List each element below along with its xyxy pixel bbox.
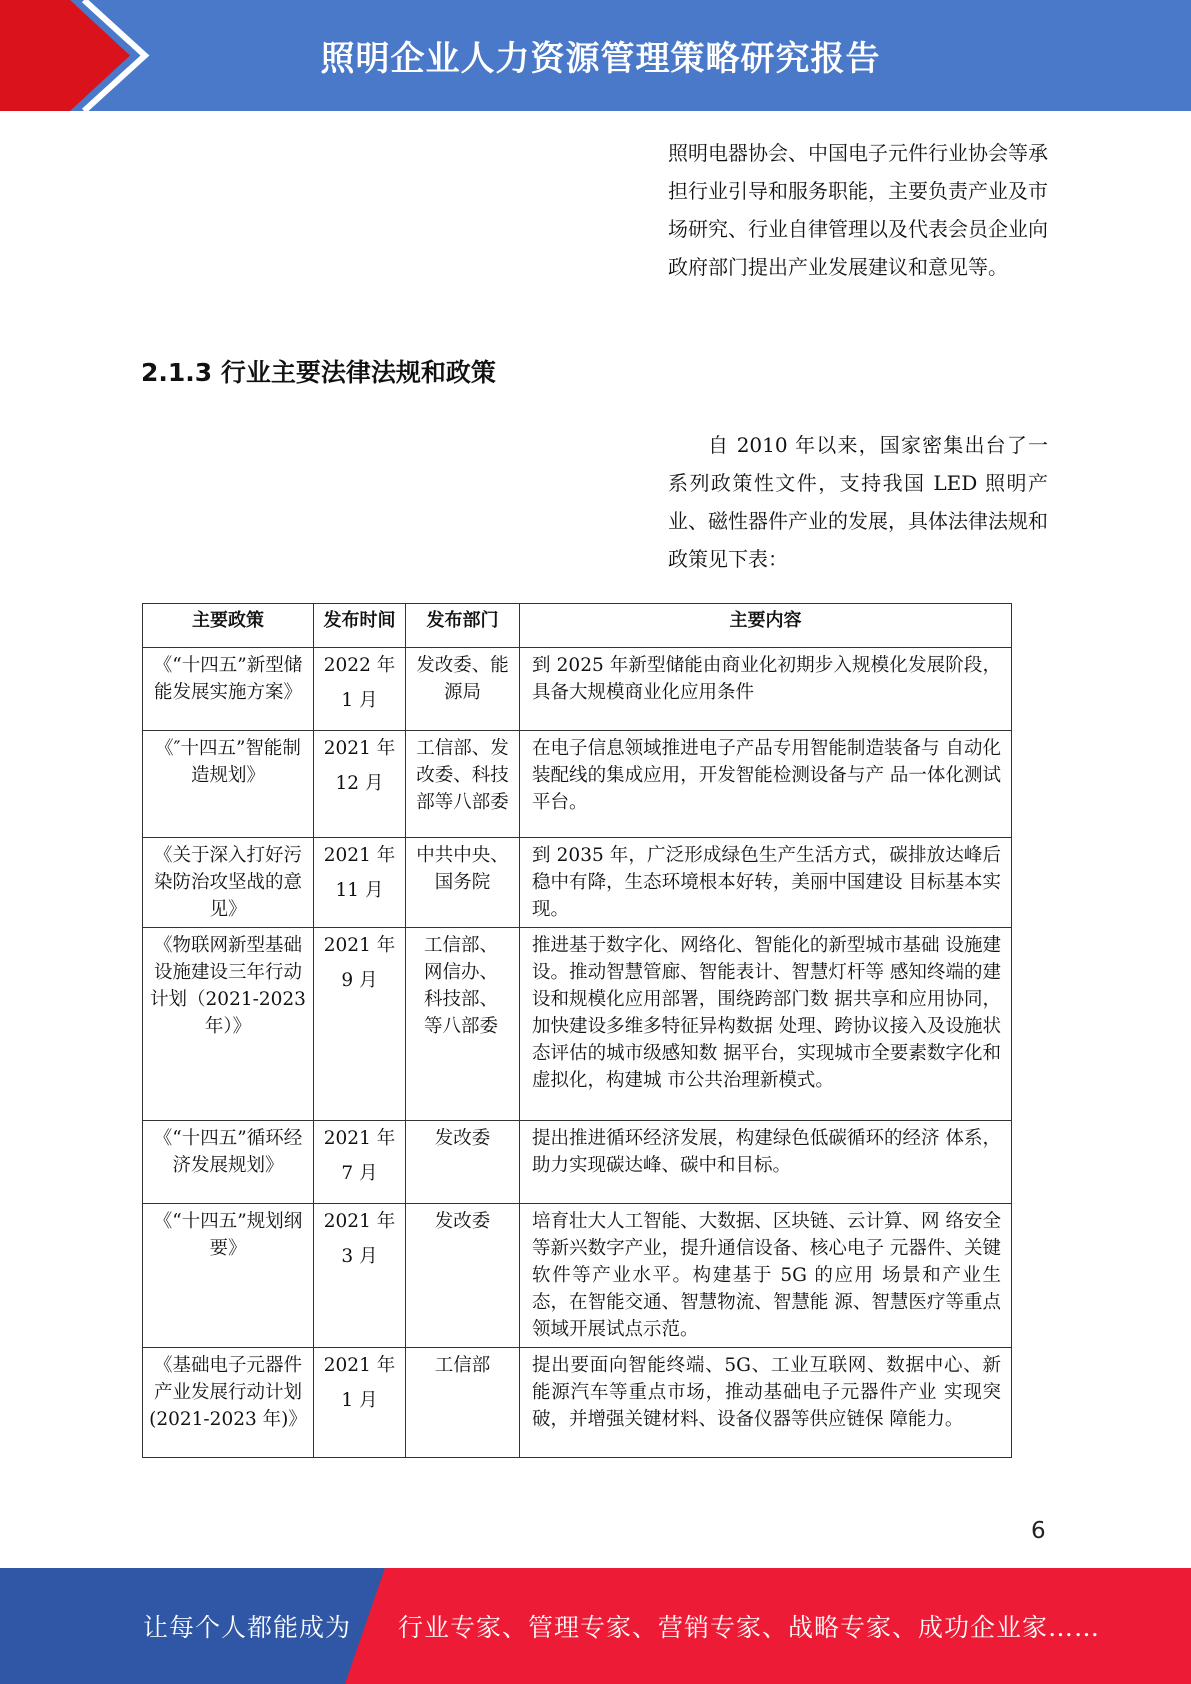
release-date — [314, 648, 406, 731]
release-year: 2021 年 — [323, 935, 396, 956]
page-number: 6 — [1031, 1518, 1046, 1544]
policy-name: 《″十四五”智能制造规划》 — [143, 731, 314, 838]
policy-content: 培育壮大人工智能、大数据、区块链、云计算、网 络安全等新兴数字产业，提升通信设备、核心电子 元器件、关键软件等产业水平。构建基于 5G 的应用 场景和产业生态，在智能交通、智慧物流、智慧能 源、智慧医疗等重点领域开展试点示范。 — [520, 1204, 1012, 1348]
page-footer — [0, 1568, 1191, 1684]
table-row — [143, 1204, 1012, 1348]
department: 中共中央、国务院 — [406, 838, 520, 928]
table-row — [143, 648, 1012, 731]
policy-content: 推进基于数字化、网络化、智能化的新型城市基础 设施建设。推动智慧管廊、智能表计、智慧灯杆等 感知终端的建设和规模化应用部署，围绕跨部门数 据共享和应用协同，加快建设多维多特征异构数据 处理、跨协议接入及设施状态评估的城市级感知数 据平台，实现城市全要素数字化和虚拟化，构建城 市公共治理新模式。 — [520, 928, 1012, 1121]
header-date: 发布时间 — [314, 604, 406, 648]
release-month: 1 月 — [341, 1390, 378, 1411]
policy-content: 在电子信息领域推进电子产品专用智能制造装备与 自动化装配线的集成应用，开发智能检测设备与产 品一体化测试平台。 — [520, 731, 1012, 838]
department: 发改委 — [406, 1204, 520, 1348]
policy-name: 《关于深入打好污染防治攻坚战的意见》 — [143, 838, 314, 928]
table-row — [143, 838, 1012, 928]
policy-content: 提出要面向智能终端、5G、工业互联网、数据中心、新能源汽车等重点市场，推动基础电子元器件产业 实现突破，并增强关键材料、设备仪器等供应链保 障能力。 — [520, 1348, 1012, 1458]
policy-intro-paragraph: 自 2010 年以来，国家密集出台了一系列政策性文件，支持我国 LED 照明产业、磁性器件产业的发展，具体法律法规和政策见下表： — [668, 433, 1048, 571]
release-month: 11 月 — [335, 880, 384, 901]
release-date — [314, 731, 406, 838]
policy-content: 到 2035 年，广泛形成绿色生产生活方式，碳排放达峰后稳中有降，生态环境根本好转，美丽中国建设 目标基本实现。 — [520, 838, 1012, 928]
header-policy: 主要政策 — [143, 604, 314, 648]
department: 工信部 — [406, 1348, 520, 1458]
footer-slogan-right: 行业专家、管理专家、营销专家、战略专家、成功企业家…… — [398, 1613, 1101, 1642]
page-header — [0, 0, 1191, 111]
intro-paragraph: 照明电器协会、中国电子元件行业协会等承担行业引导和服务职能，主要负责产业及市场研究、行业自律管理以及代表会员企业向政府部门提出产业发展建议和意见等。 — [668, 141, 1048, 279]
release-date — [314, 1121, 406, 1204]
policy-name: 《基础电子元器件产业发展行动计划(2021-2023 年)》 — [143, 1348, 314, 1458]
policy-name: 《“十四五”循环经济发展规划》 — [143, 1121, 314, 1204]
policy-name: 《物联网新型基础设施建设三年行动计划（2021-2023 年）》 — [143, 928, 314, 1121]
release-year: 2022 年 — [323, 655, 396, 676]
release-year: 2021 年 — [323, 845, 396, 866]
release-year: 2021 年 — [323, 1128, 396, 1149]
department: 发改委、能源局 — [406, 648, 520, 731]
release-date — [314, 1348, 406, 1458]
table-row — [143, 731, 1012, 838]
section-heading: 2.1.3 行业主要法律法规和政策 — [141, 358, 496, 387]
footer-slogan-left: 让每个人都能成为 — [143, 1613, 352, 1642]
policy-name: 《“十四五”规划纲要》 — [143, 1204, 314, 1348]
department: 工信部、 网信办、科技部、 等八部委 — [406, 928, 520, 1121]
header-department: 发布部门 — [406, 604, 520, 648]
release-date — [314, 928, 406, 1121]
policy-table — [142, 603, 1012, 1458]
report-title: 照明企业人力资源管理策略研究报告 — [320, 39, 881, 79]
release-date — [314, 838, 406, 928]
table-header-row — [143, 604, 1012, 648]
table-row — [143, 1121, 1012, 1204]
release-month: 12 月 — [335, 773, 384, 794]
policy-name: 《“十四五”新型储能发展实施方案》 — [143, 648, 314, 731]
release-year: 2021 年 — [323, 1355, 396, 1376]
policy-content: 提出推进循环经济发展，构建绿色低碳循环的经济 体系，助力实现碳达峰、碳中和目标。 — [520, 1121, 1012, 1204]
release-month: 1 月 — [341, 690, 378, 711]
table-row — [143, 1348, 1012, 1458]
release-month: 7 月 — [341, 1163, 378, 1184]
policy-content: 到 2025 年新型储能由商业化初期步入规模化发展阶段，具备大规模商业化应用条件 — [520, 648, 1012, 731]
release-date — [314, 1204, 406, 1348]
release-year: 2021 年 — [323, 738, 396, 759]
header-content: 主要内容 — [520, 604, 1012, 648]
table-row — [143, 928, 1012, 1121]
release-year: 2021 年 — [323, 1211, 396, 1232]
release-month: 3 月 — [341, 1246, 378, 1267]
release-month: 9 月 — [341, 970, 378, 991]
department: 工信部、发改委、科技部等八部委 — [406, 731, 520, 838]
department: 发改委 — [406, 1121, 520, 1204]
